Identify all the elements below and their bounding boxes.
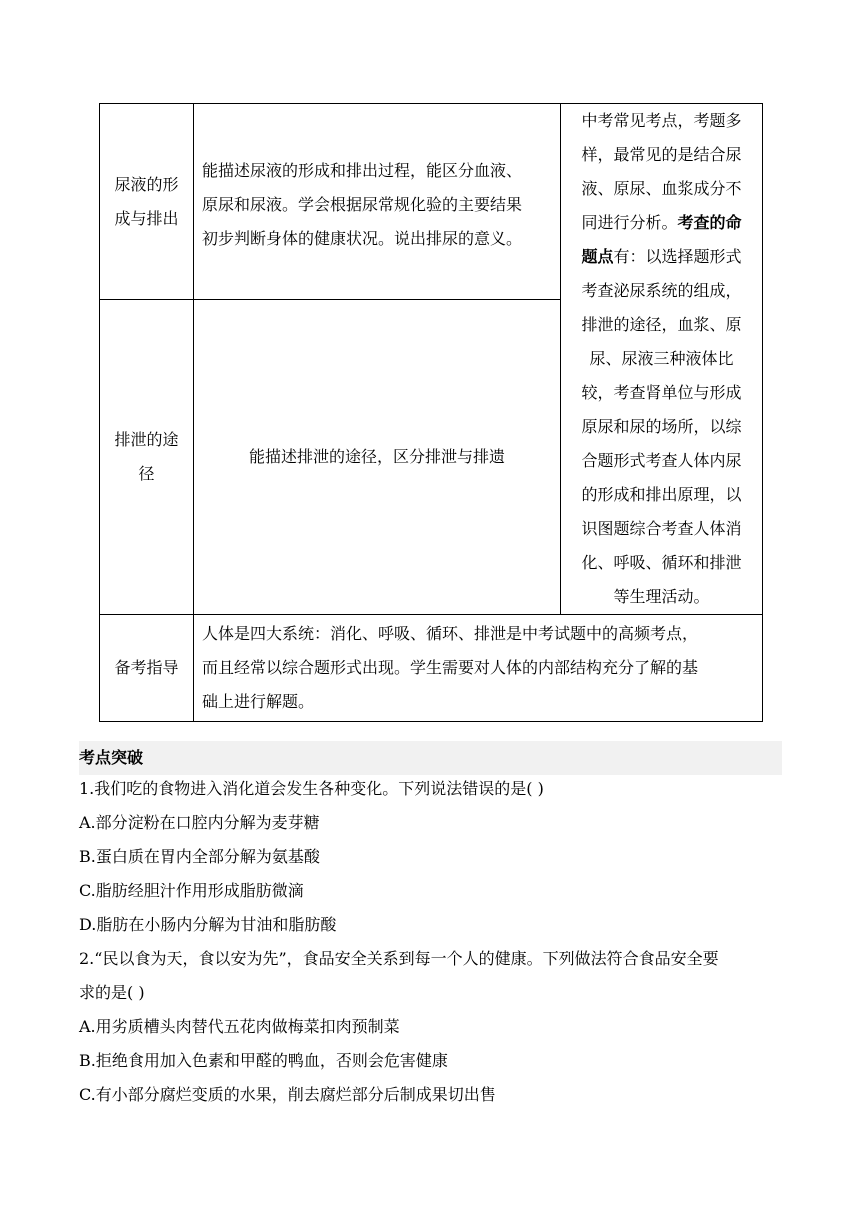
- section-header-bar: [79, 741, 782, 775]
- notes-line: 液、原尿、血浆成分不: [581, 179, 742, 198]
- notes-line: 较，考查肾单位与形成: [581, 383, 742, 402]
- question-2-option-a: A.用劣质槽头肉替代五花肉做梅菜扣肉预制菜: [79, 1017, 400, 1036]
- notes-line: 题点有：以选择题形式: [581, 247, 742, 266]
- topic-cell-urine-formation: [100, 104, 194, 300]
- question-1-option-d: D.脂肪在小肠内分解为甘油和脂肪酸: [79, 915, 337, 934]
- question-1-stem: 1.我们吃的食物进入消化道会发生各种变化。下列说法错误的是( ): [79, 779, 544, 798]
- topic-title-line: 成与排出: [114, 208, 179, 228]
- requirement-line: 能描述尿液的形成和排出过程，能区分血液、: [202, 160, 523, 180]
- question-1-option-a: A.部分淀粉在口腔内分解为麦芽糖: [79, 813, 320, 832]
- question-2-option-c: C.有小部分腐烂变质的水果，削去腐烂部分后制成果切出售: [79, 1085, 496, 1104]
- exam-notes-cell: [561, 104, 763, 615]
- prep-guide-cell: [194, 615, 763, 722]
- question-2-option-b: B.拒绝食用加入色素和甲醛的鸭血，否则会危害健康: [79, 1051, 448, 1070]
- topic-cell-prep-guide: 备考指导: [100, 615, 194, 722]
- requirement-cell-urine-formation: [194, 104, 561, 300]
- topic-title-line: 径: [138, 464, 155, 484]
- notes-line: 识图题综合考查人体消: [581, 519, 742, 538]
- requirement-line: 原尿和尿液。学会根据尿常规化验的主要结果: [202, 194, 523, 214]
- topic-title-line: 排泄的途: [114, 430, 179, 450]
- notes-line: 等生理活动。: [613, 587, 710, 606]
- table-row: [100, 615, 763, 722]
- notes-line: 的形成和排出原理，以: [581, 485, 742, 504]
- notes-line: 合题形式考查人体内尿: [581, 451, 742, 470]
- requirement-line: 初步判断身体的健康状况。说出排尿的意义。: [202, 228, 523, 248]
- question-2-stem-continued: 求的是( ): [79, 983, 145, 1002]
- notes-line: 同进行分析。考查的命: [581, 213, 742, 232]
- requirement-cell-excretion-path: [194, 300, 561, 615]
- bold-keyword: 题点: [581, 247, 614, 266]
- notes-line: 样，最常见的是结合尿: [581, 145, 742, 164]
- notes-line: 排泄的途径，血浆、原: [581, 315, 742, 334]
- question-1-option-c: C.脂肪经胆汁作用形成脂肪微滴: [79, 881, 304, 900]
- topic-title-line: 尿液的形: [114, 174, 179, 194]
- guide-line: 人体是四大系统：消化、呼吸、循环、排泄是中考试题中的高频考点，: [202, 624, 699, 643]
- notes-line: 考查泌尿系统的组成，: [581, 281, 742, 300]
- question-1-option-b: B.蛋白质在胃内全部分解为氨基酸: [79, 847, 320, 866]
- exam-outline-table: [99, 103, 763, 722]
- guide-line: 而且经常以综合题形式出现。学生需要对人体的内部结构充分了解的基: [202, 658, 699, 677]
- bold-keyword: 考查的命: [677, 213, 742, 232]
- notes-line: 化、呼吸、循环和排泄: [581, 553, 742, 572]
- section-title: 考点突破: [79, 748, 144, 767]
- notes-line: 中考常见考点，考题多: [581, 111, 742, 130]
- table-row: [100, 104, 763, 300]
- notes-line: 尿、尿液三种液体比: [589, 349, 734, 368]
- question-2-stem: 2.“民以食为天，食以安为先”，食品安全关系到每一个人的健康。下列做法符合食品安全要: [79, 949, 719, 968]
- topic-cell-excretion-path: [100, 300, 194, 615]
- requirement-line: 能描述排泄的途径，区分排泄与排遗: [248, 447, 505, 467]
- notes-line: 原尿和尿的场所，以综: [581, 417, 742, 436]
- guide-line: 础上进行解题。: [202, 692, 315, 711]
